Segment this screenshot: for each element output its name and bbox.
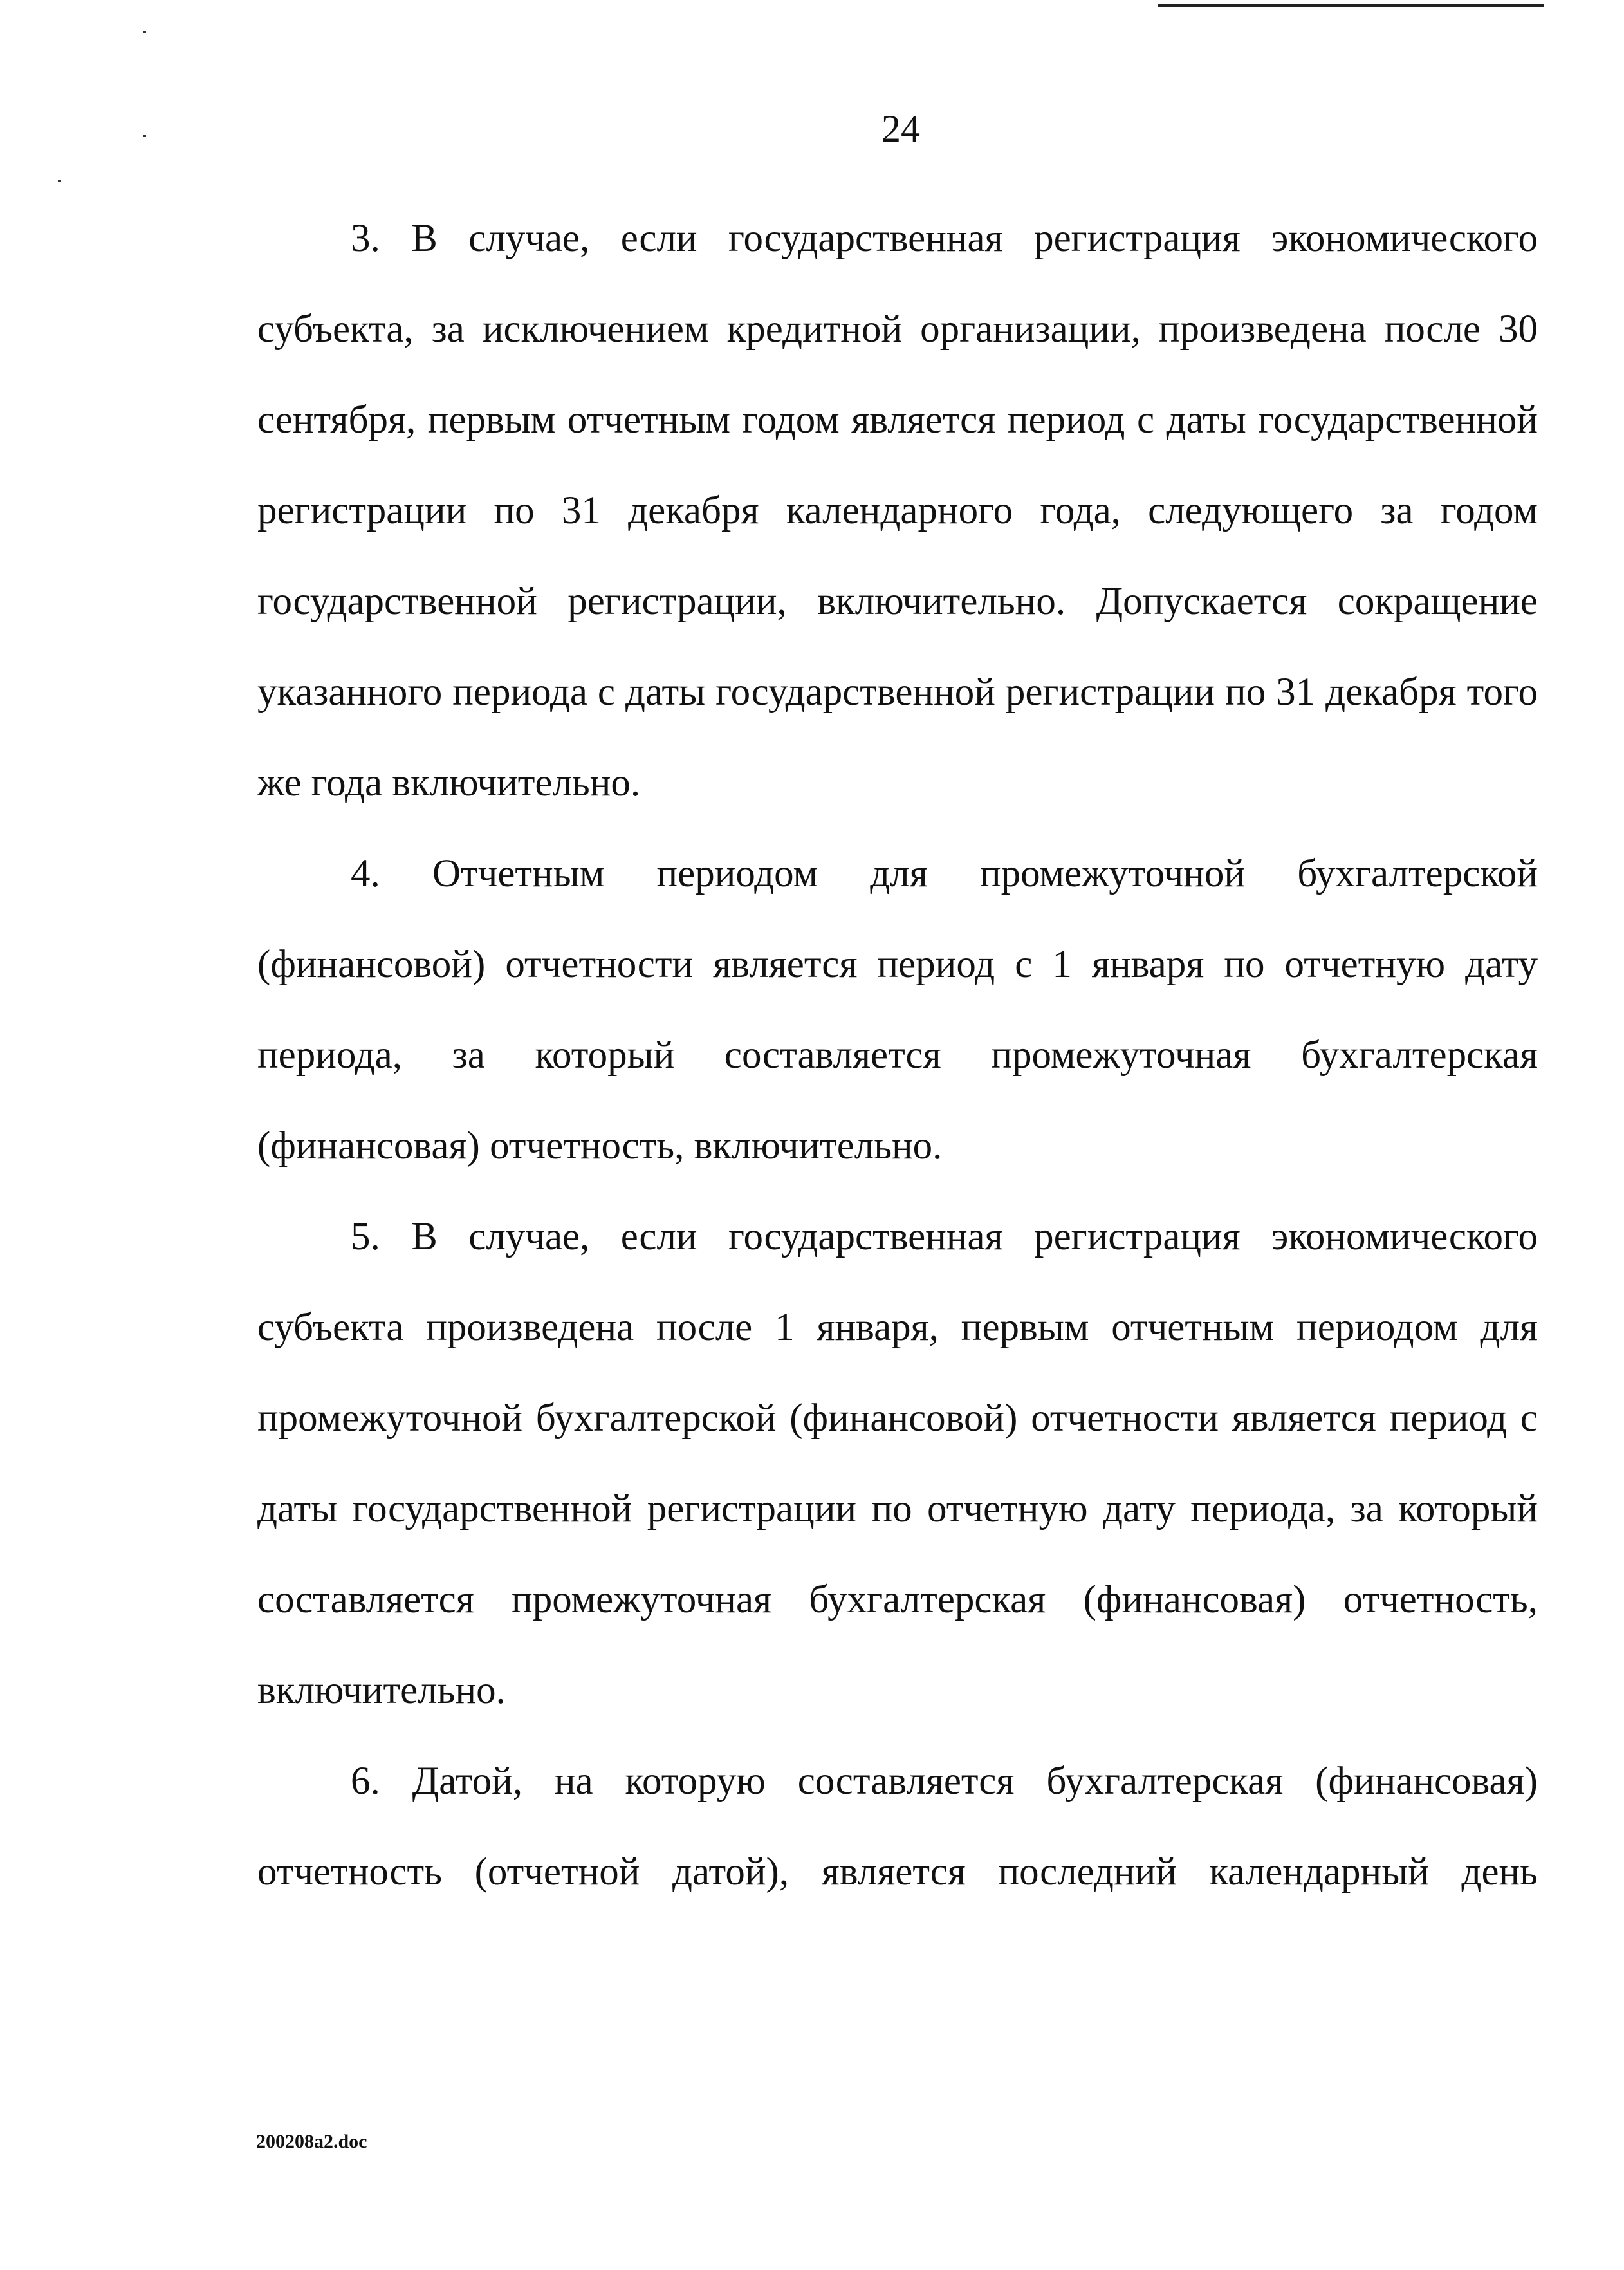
scan-mark (143, 31, 146, 33)
scan-mark (58, 180, 61, 182)
paragraph-4: 4. Отчетным периодом для промежуточной бухгалтерской (финансовой) отчетности является период с 1 января по отчетную дату периода, за который составляется промежуточная бухгалтерская (финансовая) отчетность, включительно. (257, 852, 1538, 1168)
page-number: 24 (881, 107, 920, 150)
paragraph-3: 3. В случае, если государственная регистрация экономического субъекта, за исключением кредитной организации, произведена после 30 сентября, первым отчетным годом является период с даты государственной регистрации по 31 декабря календарного года, следующего за годом государственной регистрации, включительно. Допускается сокращение указанного периода с даты государственной регистрации по 31 декабря того же года включительно. (257, 217, 1538, 805)
paragraph-6: 6. Датой, на которую составляется бухгалтерская (финансовая) отчетность (отчетной датой), является последний календарный день (257, 1760, 1538, 1893)
paragraph-5: 5. В случае, если государственная регистрация экономического субъекта произведена после 1 января, первым отчетным периодом для промежуточной бухгалтерской (финансовой) отчетности является период с даты государственной регистрации по отчетную дату периода, за который составляется промежуточная бухгалтерская (финансовая) отчетность, включительно. (257, 1215, 1538, 1712)
top-edge-rule (1158, 4, 1544, 7)
body-text (257, 193, 1538, 1917)
footer-filename: 200208a2.doc (256, 2131, 367, 2152)
